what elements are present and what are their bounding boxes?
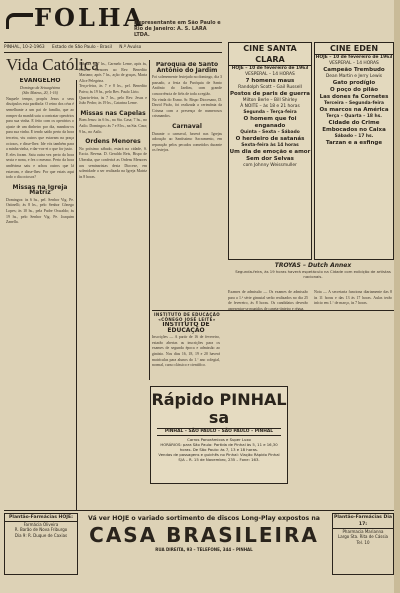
evangelho-subheading: Domingo da Setuagésima — [20, 85, 60, 90]
rapido-pinhal-text: Vendas de passagens e guichês no Pinhal: Viação Rápido Pinhal S/A – R. 15 de Novembro, 235 – Fone: 163. — [158, 452, 280, 462]
carnaval-heading: Carnaval — [172, 122, 202, 130]
cine-santa-clara-cast: com Johnny Weissmuller — [243, 163, 297, 168]
evangelho-heading: EVANGELHO — [19, 78, 61, 84]
missas-matriz-text: Domingos: às 6 hs., pel. Senhor Vig. Pe. Ostinelli; às 8 hs., pelo Senhor Cônego Lopes; às 10 hs., pela Padre Oswaldo; às 19 hs., pelo Senhor Vig. Pe. Joaquim Zanella. — [6, 197, 74, 225]
pharmacy-left-heading: Plantão-Farmácias HOJE: — [5, 514, 77, 522]
pharmacy-right-name: Pharmacia Marianna — [342, 529, 384, 534]
cine-santa-clara-film: Um dia de emoção e amor — [229, 149, 311, 155]
column-evangelho — [6, 78, 74, 508]
cine-eden-day: Terceira – Segunda-feira — [323, 101, 384, 106]
cine-eden-day: Sábado – 17 hs. — [334, 134, 374, 139]
pharmacy-left-name: Farmácia Oliveira — [23, 522, 59, 527]
column-paroquia — [152, 62, 222, 307]
nota-text: Nota — A secretaria funciona diariamente das 8 às 11 horas e das 13 às 17 horas. Aulas terão início em 1.º de março, às 7 horas. — [314, 290, 392, 306]
casa-brasileira-line1: Vá ver HOJE o variado sortimento de discos Long-Play expostos na — [88, 515, 320, 522]
paroquia-text-2: Na vinda do Exmo. Sr. Bispo Diocesano, D. David Picão, foi realizada a cerimônia da Crisma com a presença de numerosos crismandos. — [152, 97, 222, 119]
cine-santa-clara-sessions: VESPERAL – 14 HORAS — [245, 72, 295, 77]
pharmacy-left-address: R. Barão de Nova Friburgo — [14, 527, 68, 533]
casa-brasileira-brand: CASA BRASILEIRA — [89, 523, 319, 547]
pharmacy-left-next: Dia 9: R. Duque de Caxias — [14, 532, 68, 538]
cine-eden-film: Cidade do Crime — [328, 120, 380, 126]
evangelho-text-2: E eles foram. Saiu outra vez perto da hora sexta e nona, e fez o mesmo. Perto da hora undécima saiu e achou outros que lá estavam, e disse-lhes: Por que estais aqui todo o dia ociosos? — [6, 152, 74, 180]
troyas-notice — [228, 262, 398, 284]
cine-eden-film: Os marcos na América — [319, 107, 389, 113]
cine-eden-day: Terça – Quarta – 18 hs. — [326, 114, 382, 119]
column-instituto — [152, 322, 220, 384]
cine-santa-clara-day: Segunda – Terça-feira — [243, 110, 297, 115]
cine-santa-clara-film: 7 homens maus — [245, 78, 295, 84]
carnaval-text: Durante o carnaval, haverá nas Igrejas adoração ao Santíssimo Sacramento, em reparação pelos pecados cometidos durante os festejos. — [152, 131, 222, 153]
cine-eden-film: O poço do pilão — [329, 87, 379, 93]
section-title: Vida Católica — [6, 55, 99, 74]
cine-eden-film: Las dones fa Cornetes — [319, 94, 389, 100]
cine-santa-clara-film: O homem que foi enganado — [243, 116, 297, 129]
instituto-text: Inscrições — A partir de 16 de fevereiro, estarão abertas as inscrições para os exames de segunda época e admissão ao ginásio. Nos dias 16, 18, 19 e 20 haverá matrículas para alunos do 1.º ano colegial, normal, curso clássico e científico. — [152, 335, 220, 368]
rapido-pinhal-text: Carros Panorâmicos e Super Luxo — [187, 437, 251, 442]
cine-santa-clara-night: À NOITE – às 18 e 21 horas — [240, 104, 300, 109]
rapido-pinhal-text: HORÁRIOS: para São Paulo: Partida de Pinhal às 5, 11 e 16,30 horas. De São Paulo: às 7, 13 e 18 horas. — [160, 442, 278, 452]
pharmacy-right-address: Largo Sta. Rita de Cássia — [337, 534, 389, 540]
pharmacy-right-box — [332, 513, 394, 575]
casa-brasileira-ad — [80, 514, 328, 556]
masthead — [6, 3, 224, 40]
troyas-body: Segunda-feira, às 19 horas haverá espetáculo na Cidade com exibição de artistas nacionais. — [235, 269, 391, 279]
missas-text-3: Quarta-feira, às 7 hs., pelo Rev. Jesus e João Pedro; às 19 hs., Catarina Leme. — [79, 95, 147, 106]
cine-eden-date: HOJE – 10 de fevereiro de 1963 — [315, 55, 393, 60]
cine-eden-film: Tarzan e a esfinge — [325, 140, 383, 146]
cine-eden-box — [314, 42, 394, 260]
logo-wing-icon — [6, 13, 33, 29]
cine-santa-clara-cast: Randolph Scott – Gail Russell — [238, 85, 302, 90]
ordens-heading: Ordens Menores — [85, 138, 141, 146]
page-edge — [394, 0, 400, 593]
casa-brasileira-address: RUA DIREITA, 93 – TELEFONE, 344 – PINHAL — [155, 547, 253, 552]
pharmacy-left-box — [4, 513, 78, 575]
cine-santa-clara-film: O herdeiro de satanás — [235, 136, 305, 142]
cine-eden-film: Embocados no Caixa — [322, 127, 386, 133]
paroquia-text-1: Foi solenemente festejado no domingo, dia 3 passado, a festa da Paróquia de Santo Antônio do Jardim, com grande concorrência de fiéis de toda a região. — [152, 75, 222, 96]
cine-eden-film: Gato prodígio — [332, 80, 376, 86]
column-lower-middle — [290, 386, 312, 486]
capelas-heading: Missas nas Capelas — [80, 109, 146, 117]
paroquia-heading: Paróquia de Santo Antônio do Jardim — [155, 62, 219, 74]
evangelho-ref: (São Mateus, 20, 1-16) — [22, 91, 58, 96]
evangelho-text-1: Naquele tempo, propôs Jesus a seus discípulos esta parábola: O reino dos céus é semelhante a um pai de família, que ao romper da manhã saiu a contratar operários para sua vinha. E feito com os operários o ajuste de um dinheiro por dia, mandou-os para sua vinha. E tendo saído perto da hora terceira, viu outros que estavam na praça ociosos, e disse-lhes: Ide vós também para a minha vinha, e dar-vos-ei o que for justo. — [6, 96, 74, 152]
capelas-text: Bom Jesus: às 6 hs., na Sta. Casa; 7 hs., no Asilo. Domingos: às 7 e 8 hs., na Sta. Casa; 9 hs., no Asilo. — [79, 118, 147, 134]
cine-santa-clara-date: HOJE – 10 de fevereiro de 1963 — [231, 66, 309, 71]
tagline: Representante em São Paulo e Rio de Janeiro: A. S. LARA LTDA. — [134, 20, 221, 38]
column-divider — [149, 60, 150, 380]
issue-date: PINHAL, 10-2-1963 — [4, 45, 45, 50]
cine-eden-cast: Dean Martin e Jerry Lewis — [325, 74, 383, 79]
cine-santa-clara-film: Postos de paris de guerra — [230, 91, 310, 97]
missas-text-1: Sábado, às 7 hs., Carmelo Leme, após às, Ordem Menores ao Rev. Benedito Mariano; após 7 hs., ação de graças, Maria Alice Pelegrina. — [79, 62, 147, 83]
missas-text-2: Terça-feira, às 7 e 8 hs., pel. Benedito Paiva; às 19 hs., pelo Rev. Paulo Lírio. — [79, 84, 147, 94]
rapido-pinhal-ad — [150, 386, 288, 484]
exames-text: Exames de admissão — Os exames de admissão para a 1.ª série ginasial serão realizados no dia 25 de fevereiro, às 8 horas. Os candidatos deverão apresentar-se munidos de caneta-tinteiro e régua. — [228, 290, 308, 311]
cine-eden-sessions: VESPERAL – 14 HORAS — [329, 61, 379, 66]
pharmacy-right-heading: Plantão-Farmácias Dia 17: — [333, 515, 392, 527]
cine-santa-clara-box — [228, 42, 312, 260]
horizontal-rule — [4, 510, 394, 511]
column-exames — [228, 290, 308, 384]
issue-price: N.º Avulso — [119, 45, 142, 50]
cine-santa-clara-title: CINE SANTA CLARA — [229, 43, 311, 66]
cine-eden-film: Campeão Trembudo — [323, 67, 385, 73]
cine-eden-title: CINE EDEN — [315, 43, 393, 55]
cine-santa-clara-day: Sexta-feira às 14 horas — [241, 143, 299, 148]
instituto-subheading: INSTITUTO DE EDUCAÇÃO — [162, 322, 210, 334]
troyas-heading: TROYAS – Dutch Annex — [274, 262, 352, 269]
rapido-pinhal-brand: Rápido PINHAL sa — [151, 390, 287, 427]
rapido-pinhal-route: PINHAL – SÃO PAULO – SÃO PAULO – PINHAL — [157, 428, 281, 436]
column-divider — [76, 80, 77, 510]
column-missas — [79, 62, 147, 508]
cine-santa-clara-cast: Milton Berle – Bill Shirley — [242, 98, 298, 103]
missas-matriz-heading: Missas na Igreja Matriz — [12, 183, 68, 197]
cine-santa-clara-film: Sem dor Selvas — [246, 156, 294, 162]
newspaper-logo: FOLHA — [34, 3, 146, 32]
instituto-heading: INSTITUTO DE EDUCAÇÃO «CÔNEGO JOSÉ LEITE» — [153, 312, 221, 322]
issue-bar — [4, 42, 222, 53]
cine-santa-clara-day: Quinta – Sexta – Sábado — [240, 130, 300, 135]
issue-location: Estado de São Paulo - Brasil — [51, 45, 112, 50]
column-nota — [314, 290, 392, 510]
pharmacy-right-next: Tel. 10 — [356, 539, 370, 545]
ordens-text: No próximo sábado, estará na cidade, S. Excia. Revma. D. Geraldo Reis, Bispo de Uberaba, que conferirá as Ordens Menores aos seminaristas desta Diocese, em solenidade a ser realizada na Igreja Matriz às 8 horas. — [79, 146, 147, 179]
